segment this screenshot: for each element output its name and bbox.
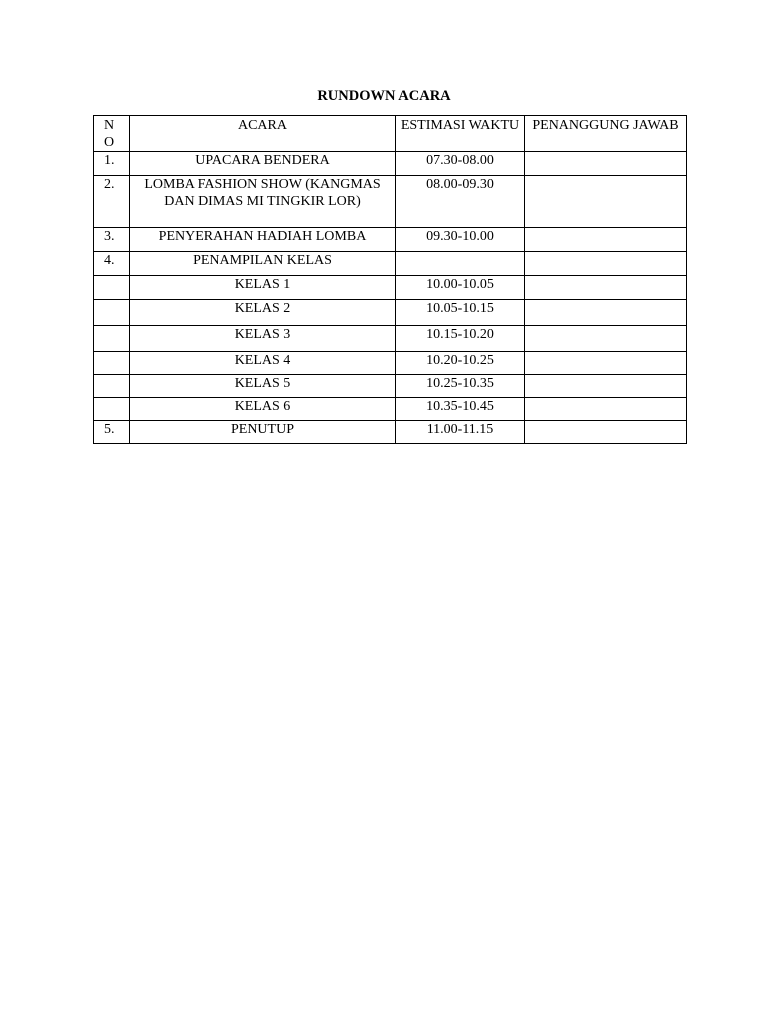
table-row <box>94 300 687 326</box>
row-waktu <box>396 252 525 276</box>
row-waktu: 11.00-11.15 <box>396 421 525 444</box>
header-acara: ACARA <box>130 116 396 152</box>
row-acara: PENAMPILAN KELAS <box>130 252 396 276</box>
row-no <box>94 352 130 375</box>
row-no: 3. <box>94 228 130 252</box>
table-row <box>94 228 687 252</box>
row-no <box>94 398 130 421</box>
header-no: N O <box>94 116 130 152</box>
table-row <box>94 326 687 352</box>
row-acara: KELAS 4 <box>130 352 396 375</box>
row-acara: LOMBA FASHION SHOW (KANGMAS DAN DIMAS MI TINGKIR LOR) <box>130 176 396 228</box>
row-no <box>94 326 130 352</box>
table-row <box>94 352 687 375</box>
row-waktu: 08.00-09.30 <box>396 176 525 228</box>
page-title: RUNDOWN ACARA <box>317 88 451 104</box>
row-waktu: 10.35-10.45 <box>396 398 525 421</box>
row-penanggung-jawab <box>525 252 687 276</box>
row-penanggung-jawab <box>525 398 687 421</box>
row-penanggung-jawab <box>525 176 687 228</box>
row-penanggung-jawab <box>525 152 687 176</box>
table-header-row <box>94 116 687 152</box>
row-acara: UPACARA BENDERA <box>130 152 396 176</box>
table-row <box>94 276 687 300</box>
row-acara: KELAS 1 <box>130 276 396 300</box>
row-no: 2. <box>94 176 130 228</box>
row-acara: PENYERAHAN HADIAH LOMBA <box>130 228 396 252</box>
row-penanggung-jawab <box>525 352 687 375</box>
table-row <box>94 252 687 276</box>
row-waktu: 10.15-10.20 <box>396 326 525 352</box>
row-no: 4. <box>94 252 130 276</box>
row-acara: PENUTUP <box>130 421 396 444</box>
table-row <box>94 176 687 228</box>
row-penanggung-jawab <box>525 326 687 352</box>
row-waktu: 10.25-10.35 <box>396 375 525 398</box>
rundown-table <box>93 115 687 444</box>
row-acara: KELAS 3 <box>130 326 396 352</box>
row-penanggung-jawab <box>525 228 687 252</box>
header-estimasi-waktu: ESTIMASI WAKTU <box>396 116 525 152</box>
table-row <box>94 375 687 398</box>
row-acara: KELAS 6 <box>130 398 396 421</box>
row-acara: KELAS 2 <box>130 300 396 326</box>
row-waktu: 10.00-10.05 <box>396 276 525 300</box>
table-row <box>94 421 687 444</box>
row-no: 1. <box>94 152 130 176</box>
table-row <box>94 398 687 421</box>
row-no <box>94 276 130 300</box>
row-penanggung-jawab <box>525 276 687 300</box>
table-row <box>94 152 687 176</box>
row-waktu: 09.30-10.00 <box>396 228 525 252</box>
row-penanggung-jawab <box>525 375 687 398</box>
row-no <box>94 375 130 398</box>
row-penanggung-jawab <box>525 300 687 326</box>
row-waktu: 07.30-08.00 <box>396 152 525 176</box>
header-penanggung-jawab: PENANGGUNG JAWAB <box>525 116 687 152</box>
row-no: 5. <box>94 421 130 444</box>
row-no <box>94 300 130 326</box>
row-waktu: 10.05-10.15 <box>396 300 525 326</box>
row-waktu: 10.20-10.25 <box>396 352 525 375</box>
row-penanggung-jawab <box>525 421 687 444</box>
row-acara: KELAS 5 <box>130 375 396 398</box>
